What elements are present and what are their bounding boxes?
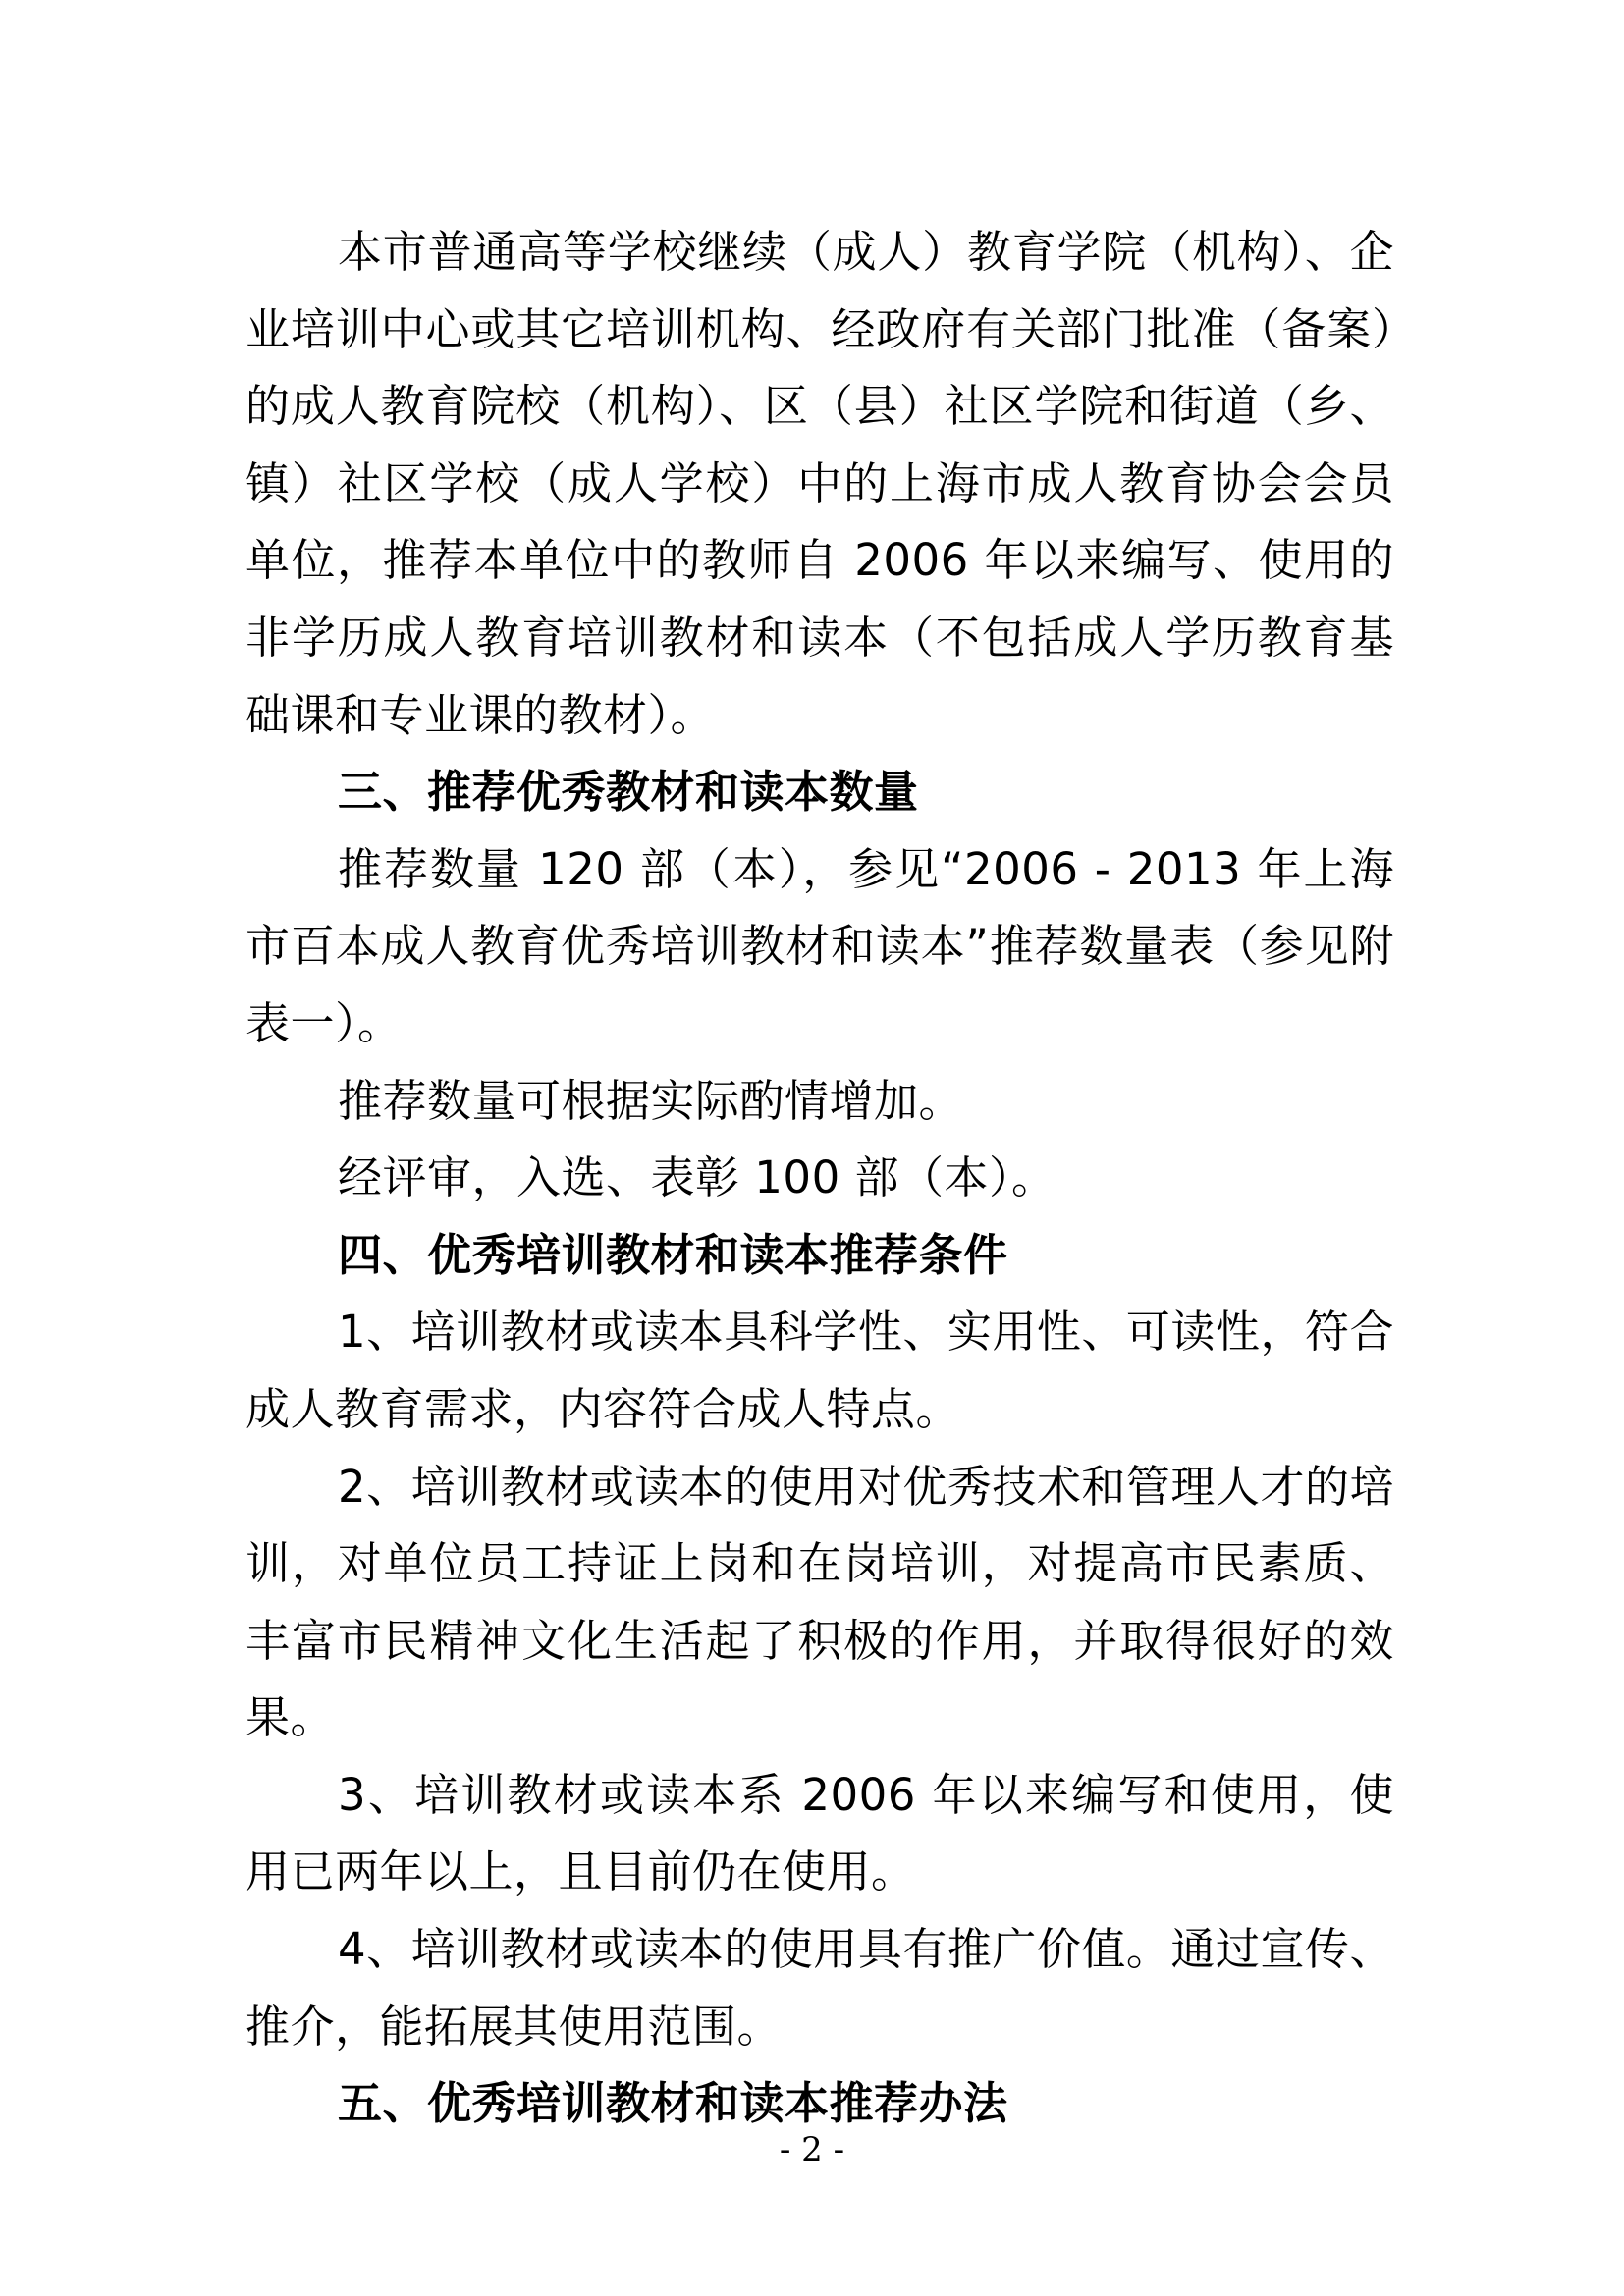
paragraph-quantity-adjust: 推荐数量可根据实际酌情增加。 <box>338 1074 964 1127</box>
heading-section-4: 四、优秀培训教材和读本推荐条件 <box>338 1228 1008 1281</box>
paragraph-condition-4: 4、培训教材或读本的使用具有推广价值。通过宣传、推介，能拓展其使用范围。 <box>245 1923 1394 2053</box>
paragraph-condition-2: 2、培训教材或读本的使用对优秀技术和管理人才的培训，对单位员工持证上岗和在岗培训，对提高市民素质、丰富市民精神文化生活起了积极的作用，并取得很好的效果。 <box>245 1460 1394 1744</box>
document-page-body <box>245 214 1394 2143</box>
page-number: - 2 - <box>779 2130 845 2169</box>
paragraph-recommend-quantity: 推荐数量 120 部（本），参见“2006 - 2013 年上海市百本成人教育优秀培训教材和读本”推荐数量表（参见附表一）。 <box>245 842 1394 1049</box>
paragraph-condition-1: 1、培训教材或读本具科学性、实用性、可读性，符合成人教育需求，内容符合成人特点。 <box>245 1306 1394 1435</box>
paragraph-condition-3: 3、培训教材或读本系 2006 年以来编写和使用，使用已两年以上，且目前仍在使用。 <box>245 1768 1394 1898</box>
paragraph-eligible-units: 本市普通高等学校继续（成人）教育学院（机构）、企业培训中心或其它培训机构、经政府有关部门批准（备案）的成人教育院校（机构）、区（县）社区学院和街道（乡、镇）社区学校（成人学校）中的上海市成人教育协会会员单位，推荐本单位中的教师自 2006 年以来编写、使用的非学历成人教育培训教材和读本（不包括成人学历教育基础课和专业课的教材）。 <box>245 226 1394 741</box>
heading-section-3: 三、推荐优秀教材和读本数量 <box>338 766 919 819</box>
paragraph-review-result: 经评审，入选、表彰 100 部（本）。 <box>338 1151 1056 1204</box>
heading-section-5: 五、优秀培训教材和读本推荐办法 <box>338 2077 1008 2130</box>
